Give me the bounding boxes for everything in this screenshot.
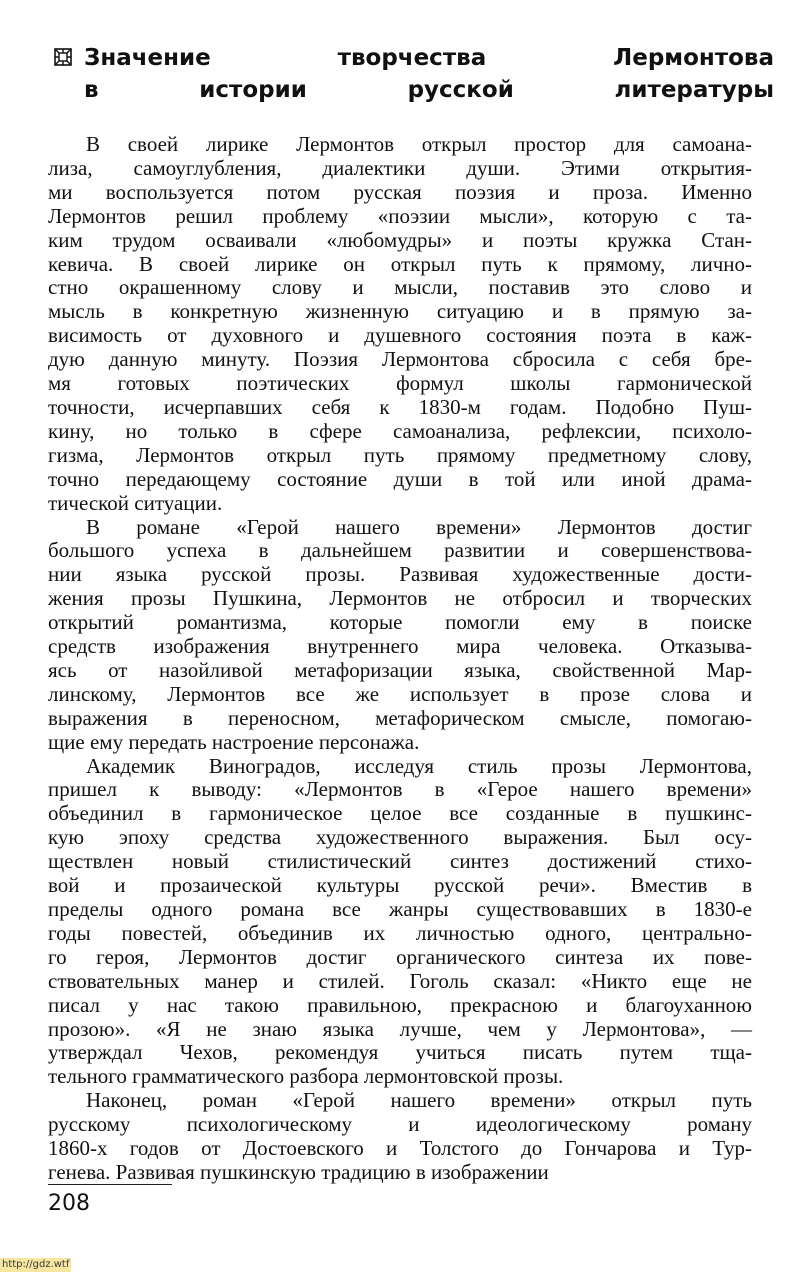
- text-line: годы повестей, объединив их личностью одного, центрально-: [48, 920, 752, 945]
- text-line: В своей лирике Лермонтов открыл простор для самоана-: [86, 132, 752, 156]
- text-line: открытий романтизма, которые помогли ему в поиске: [48, 610, 752, 635]
- text-line: генева. Развивая пушкинскую традицию в изображении: [48, 1159, 549, 1184]
- section-heading: [54, 42, 774, 106]
- text-line: Наконец, роман «Герой нашего времени» открыл путь: [86, 1088, 752, 1113]
- text-line: линскому, Лермонтов все же использует в прозе слова и: [48, 681, 752, 706]
- text-line: точности, исчерпавших себя к 1830-м годам. Подобно Пуш-: [48, 394, 752, 419]
- text-line: большого успеха в дальнейшем развитии и совершенствова-: [48, 538, 752, 563]
- text-line: ми воспользуется потом русская поэзия и проза. Именно: [48, 179, 752, 204]
- text-line: ществлен новый стилистический синтез достижений стихо-: [48, 849, 752, 874]
- text-line: лиза, самоуглубления, диалектики души. Этими открытия-: [48, 155, 752, 180]
- paragraph: [48, 1089, 752, 1185]
- text-line: объединил в гармоническое целое все созданные в пушкинс-: [48, 801, 752, 826]
- text-line: утверждал Чехов, рекомендуя учиться писать путем тща-: [48, 1040, 752, 1065]
- text-line: ствовательных манер и стилей. Гоголь сказал: «Никто еще не: [48, 968, 752, 993]
- text-line: кевича. В своей лирике он открыл путь к прямому, лично-: [48, 251, 752, 276]
- body-text: [48, 133, 752, 1185]
- text-line: точно передающему состояние души в той или иной драма-: [48, 466, 752, 491]
- text-line: 1860-х годов от Достоевского и Толстого до Гончарова и Тур-: [48, 1136, 752, 1161]
- text-line: Академик Виноградов, исследуя стиль прозы Лермонтова,: [86, 753, 752, 778]
- text-line: средств изображения внутреннего мира человека. Отказыва-: [48, 634, 752, 659]
- watermark-link[interactable]: http://gdz.wtf: [2, 1259, 70, 1270]
- footer-rule: [48, 1184, 172, 1185]
- text-line: В романе «Герой нашего времени» Лермонтов достиг: [86, 514, 752, 539]
- text-line: Лермонтов решил проблему «поэзии мысли», которую с та-: [48, 203, 752, 228]
- paragraph: [48, 133, 752, 516]
- text-line: го героя, Лермонтов достиг органического синтеза их пове-: [48, 944, 752, 969]
- page-number: 208: [48, 1191, 90, 1216]
- text-line: пределы одного романа все жанры существовавших в 1830-е: [48, 897, 752, 921]
- text-line: тельного грамматического разбора лермонтовской прозы.: [48, 1064, 564, 1089]
- text-line: дую данную минуту. Поэзия Лермонтова сбросила с себя бре-: [48, 347, 752, 372]
- text-line: кину, но только в сфере самоанализа, рефлексии, психоло-: [48, 418, 752, 443]
- text-line: тической ситуации.: [48, 490, 223, 515]
- text-line: пришел к выводу: «Лермонтов в «Герое нашего времени»: [48, 777, 752, 802]
- text-line: выражения в переносном, метафорическом смысле, помогаю-: [48, 705, 752, 730]
- text-line: писал у нас такою правильною, прекрасною и благоуханною: [48, 992, 752, 1017]
- paragraph: [48, 755, 752, 1090]
- heading-line-1: Значение творчества Лермонтова: [84, 45, 774, 71]
- text-line: висимость от духовного и душевного состояния поэта в каж-: [48, 323, 752, 348]
- text-line: кую эпоху средства художественного выражения. Был осу-: [48, 825, 752, 850]
- paragraph: [48, 516, 752, 755]
- text-line: гизма, Лермонтов открыл путь прямому предметному слову,: [48, 442, 752, 467]
- text-line: нии языка русской прозы. Развивая художественные дости-: [48, 562, 752, 587]
- text-line: стно окрашенному слову и мысли, поставив это слово и: [48, 275, 752, 300]
- text-line: прозою». «Я не знаю языка лучше, чем у Лермонтова», —: [48, 1016, 752, 1041]
- heading-line-2: в истории русской литературы: [84, 77, 774, 103]
- section-marker-icon: [54, 48, 72, 66]
- text-line: мысль в конкретную жизненную ситуацию и в прямую за-: [48, 299, 752, 324]
- text-line: вой и прозаической культуры русской речи». Вместив в: [48, 873, 752, 898]
- text-line: щие ему передать настроение персонажа.: [48, 729, 420, 754]
- text-line: ким трудом осваивали «любомудры» и поэты кружка Стан-: [48, 227, 752, 252]
- text-line: русскому психологическому и идеологическому роману: [48, 1112, 752, 1137]
- text-line: ясь от назойливой метафоризации языка, свойственной Мар-: [48, 657, 752, 682]
- text-line: жения прозы Пушкина, Лермонтов не отбросил и творческих: [48, 586, 752, 611]
- text-line: мя готовых поэтических формул школы гармонической: [48, 371, 752, 396]
